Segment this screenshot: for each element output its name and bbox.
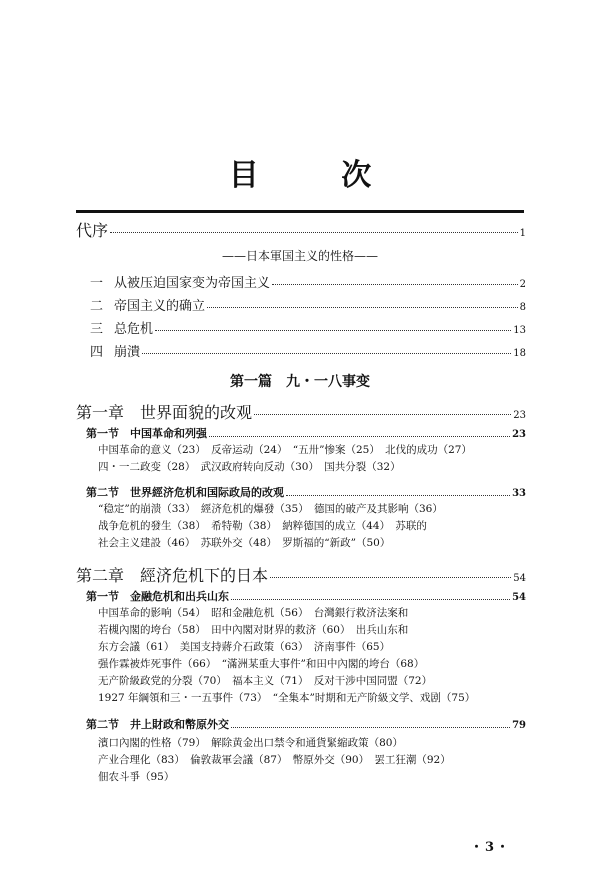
- preface-subtitle: ——日本軍国主义的性格——: [221, 249, 378, 263]
- toc-entry-section-1-1[interactable]: [86, 425, 526, 441]
- toc-page-number: 79: [512, 720, 526, 731]
- toc-entry-number: 一: [90, 276, 104, 291]
- toc-entry-number: 二: [90, 299, 104, 314]
- toc-entry-label: 第一节 中国革命和列强: [86, 427, 207, 440]
- summary-line: 社会主义建設（46） 苏联外交（48） 罗斯福的“新政”（50）: [98, 537, 391, 549]
- summary-line: 中国革命的影响（54） 昭和金融危机（56） 台灣銀行救济法案和: [98, 607, 409, 619]
- toc-entry-number: 四: [90, 345, 104, 360]
- toc-entry-preface[interactable]: [76, 218, 526, 241]
- page-folio: ・3・: [470, 840, 512, 855]
- summary-line: 1927 年綱領和三・一五事件（73） “全集本”时期和无产阶級文学、戏剧（75）: [98, 692, 476, 704]
- section-summary: [98, 501, 518, 552]
- summary-line: 濱口內閣的性格（79） 解除黄金出口禁令和通貨緊縮政策（80）: [98, 737, 403, 749]
- toc-page-number: 18: [513, 348, 526, 359]
- toc-entry-preface-1[interactable]: [90, 272, 526, 291]
- leader-dots: [142, 353, 511, 354]
- summary-line: 强作霖被炸死事件（66） “滿洲某重大事件”和田中內閣的垮台（68）: [98, 658, 425, 670]
- toc-entry-label: 第二章 經济危机下的日本: [76, 566, 269, 585]
- leader-dots: [270, 577, 511, 578]
- leader-dots: [231, 727, 510, 728]
- toc-entry-preface-4[interactable]: [90, 341, 526, 360]
- leader-dots: [272, 284, 518, 285]
- summary-line: 佃农斗爭（95）: [98, 771, 175, 783]
- page-title: 目 次: [228, 158, 408, 193]
- toc-page-number: 2: [519, 279, 526, 290]
- toc-entry-label: 第一节 金融危机和出兵山东: [86, 590, 229, 603]
- toc-page-number: 33: [512, 488, 526, 499]
- summary-line: 东方会議（61） 美国支持蔣介石政策（63） 济南事件（65）: [98, 641, 391, 653]
- leader-dots: [231, 599, 510, 600]
- leader-dots: [155, 330, 511, 331]
- summary-line: “稳定”的崩溃（33） 經济危机的爆發（35） 德国的破产及其影响（36）: [98, 503, 443, 515]
- toc-entry-label: 崩潰: [114, 345, 141, 360]
- summary-line: 无产阶級政党的分裂（70） 福本主义（71） 反对干涉中国同盟（72）: [98, 675, 433, 687]
- toc-entry-section-2-1[interactable]: [86, 588, 526, 604]
- leader-dots: [110, 232, 518, 233]
- toc-page-number: 54: [512, 592, 526, 603]
- toc-entry-label: 代序: [76, 221, 109, 240]
- part-title: 第一篇 九・一八事变: [230, 374, 370, 390]
- section-summary: [98, 442, 518, 476]
- leader-dots: [207, 307, 518, 308]
- toc-page-number: 13: [513, 325, 526, 336]
- toc-entry-section-1-2[interactable]: [86, 484, 526, 500]
- toc-entry-label: 第二节 井上財政和幣原外交: [86, 718, 229, 731]
- toc-entry-label: 帝国主义的确立: [114, 299, 206, 314]
- toc-entry-number: 三: [90, 322, 104, 337]
- toc-entry-label: 总危机: [114, 322, 154, 337]
- summary-line: 中国革命的意义（23） 反帝运动（24） “五卅”惨案（25） 北伐的成功（27）: [98, 444, 472, 456]
- summary-line: 产业合理化（83） 倫敦裁軍会議（87） 幣原外交（90） 罢工狂潮（92）: [98, 754, 451, 766]
- section-summary: [98, 605, 518, 707]
- toc-page-number: 23: [512, 429, 526, 440]
- toc-page-number: 8: [519, 302, 526, 313]
- toc-entry-label: 第一章 世界面貌的改观: [76, 403, 253, 422]
- title-rule: [76, 210, 524, 213]
- toc-page-number: 1: [519, 228, 526, 239]
- toc-page-number: 54: [513, 573, 526, 584]
- summary-line: 战争危机的發生（38） 希特勒（38） 納粹德国的成立（44） 苏联的: [98, 520, 427, 532]
- toc-entry-section-2-2[interactable]: [86, 716, 526, 732]
- toc-entry-chapter-1[interactable]: [76, 400, 526, 423]
- toc-entry-preface-3[interactable]: [90, 318, 526, 337]
- leader-dots: [254, 414, 511, 415]
- leader-dots: [286, 495, 510, 496]
- toc-entry-label: 从被压迫国家变为帝国主义: [114, 276, 271, 291]
- summary-line: 四・一二政变（28） 武汉政府转向反动（30） 国共分裂（32）: [98, 461, 401, 473]
- toc-entry-label: 第二节 世界經济危机和国际政局的改观: [86, 486, 284, 499]
- section-summary: [98, 735, 518, 786]
- toc-page-number: 23: [513, 410, 526, 421]
- leader-dots: [209, 436, 510, 437]
- toc-entry-chapter-2[interactable]: [76, 563, 526, 586]
- toc-entry-preface-2[interactable]: [90, 295, 526, 314]
- summary-line: 若槻內閣的垮台（58） 田中內閣对財界的救济（60） 出兵山东和: [98, 624, 409, 636]
